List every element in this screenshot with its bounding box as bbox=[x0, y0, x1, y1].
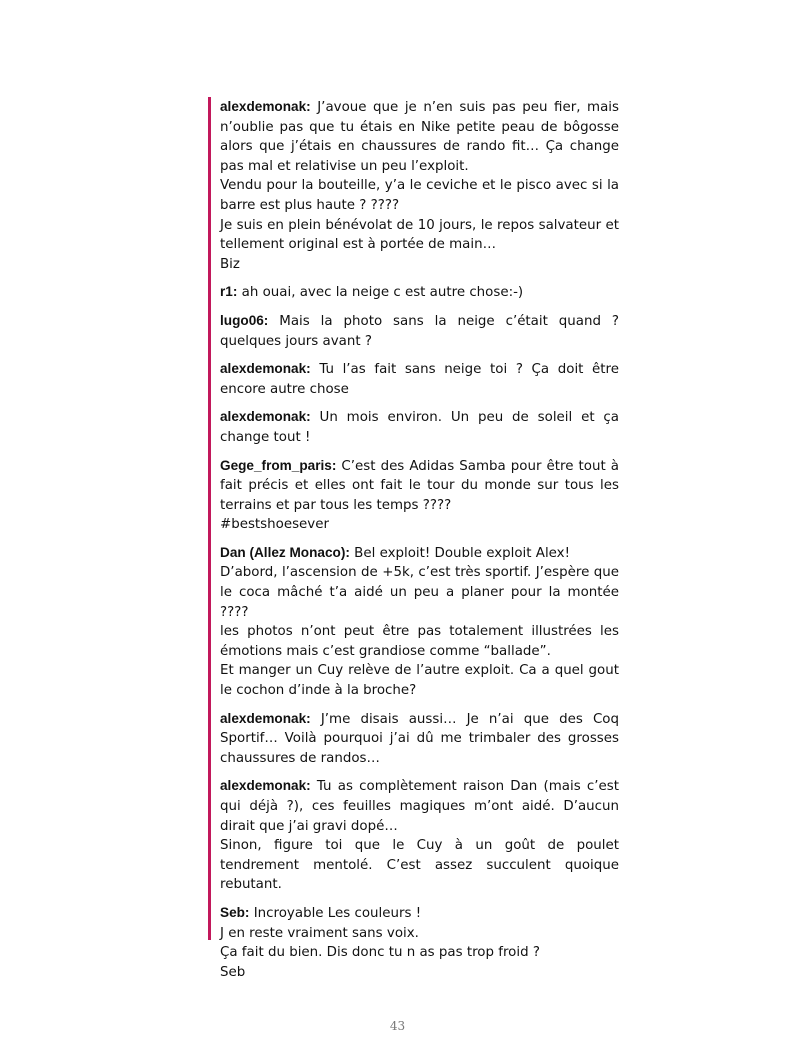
comment bbox=[220, 543, 619, 701]
comment bbox=[220, 282, 619, 303]
comment-line bbox=[220, 776, 619, 836]
comment-line: Vendu pour la bouteille, y’a le ceviche et le pisco avec si la barre est plus haute ? ???? bbox=[220, 178, 619, 213]
comment bbox=[220, 709, 619, 769]
comment-line: Sinon, figure toi que le Cuy à un goût de poulet tendrement mentolé. C’est assez succulent quoique rebutant. bbox=[220, 838, 619, 893]
comment-line: Seb bbox=[220, 964, 246, 980]
comment-author: alexdemonak: bbox=[220, 409, 311, 425]
comment-line bbox=[220, 456, 619, 516]
comment-line bbox=[220, 97, 619, 176]
comment-text: Bel exploit! Double exploit Alex! bbox=[354, 545, 570, 561]
comment bbox=[220, 311, 619, 351]
comment-text: C’est des Adidas Samba pour être tout à fait précis et elles ont fait le tour du monde sur tous les terrains et par tous les temps ???? bbox=[220, 458, 619, 513]
page-number: 43 bbox=[389, 1019, 406, 1033]
comment-author: Dan (Allez Monaco): bbox=[220, 544, 350, 560]
comment bbox=[220, 407, 619, 447]
comment bbox=[220, 903, 619, 982]
comment-line: les photos n’ont peut être pas totalement illustrées les émotions mais c’est grandiose comme “ballade”. bbox=[220, 624, 619, 659]
comment bbox=[220, 456, 619, 535]
comment-line: #bestshoesever bbox=[220, 517, 329, 533]
comment-line: J en reste vraiment sans voix. bbox=[220, 925, 419, 941]
comment-line bbox=[220, 407, 619, 447]
comment-line bbox=[220, 311, 619, 351]
comment-line: Je suis en plein bénévolat de 10 jours, le repos salvateur et tellement original est à portée de main… bbox=[220, 217, 619, 253]
comment-author: Gege_from_paris: bbox=[220, 457, 337, 473]
comment-text: J’avoue que je n’en suis pas peu fier, mais n’oublie pas que tu étais en Nike petite peau de bôgosse alors que j’étais en chaussures de rando fit… Ça change pas mal et relativise un peu l’exploit. bbox=[220, 100, 619, 174]
comment-text: Mais la photo sans la neige c’était quand ? quelques jours avant ? bbox=[220, 313, 619, 349]
comment bbox=[220, 97, 619, 274]
comment-line bbox=[220, 282, 619, 303]
comment-author: alexdemonak: bbox=[220, 361, 311, 377]
comment-author: r1: bbox=[220, 284, 238, 300]
comment bbox=[220, 776, 619, 895]
comment-line bbox=[220, 359, 619, 399]
comment-line: Ça fait du bien. Dis donc tu n as pas trop froid ? bbox=[220, 945, 540, 961]
comment-line: Et manger un Cuy relève de l’autre exploit. Ca a quel gout le cochon d’inde à la broche? bbox=[220, 663, 619, 699]
comment-text: Tu l’as fait sans neige toi ? Ça doit être encore autre chose bbox=[220, 362, 619, 397]
comment-line bbox=[220, 543, 619, 564]
comment-line bbox=[220, 709, 619, 769]
comment-author: alexdemonak: bbox=[220, 99, 311, 114]
comment-author: lugo06: bbox=[220, 312, 269, 328]
comment-author: alexdemonak: bbox=[220, 710, 311, 726]
comment-author: Seb: bbox=[220, 904, 250, 920]
comment-text: ah ouai, avec la neige c est autre chose:-) bbox=[241, 285, 524, 301]
comment-line: Biz bbox=[220, 256, 240, 272]
comment-text: J’me disais aussi… Je n’ai que des Coq Sportif… Voilà pourquoi j’ai dû me trimbaler des grosses chaussures de randos… bbox=[220, 711, 620, 766]
comment-text: Un mois environ. Un peu de soleil et ça change tout ! bbox=[220, 410, 619, 445]
comment-text: Incroyable Les couleurs ! bbox=[253, 905, 422, 921]
comment-author: alexdemonak: bbox=[220, 778, 311, 794]
comment-text: Tu as complètement raison Dan (mais c’est qui déjà ?), ces feuilles magiques m’ont aidé. D’aucun dirait que j’ai gravi dopé… bbox=[220, 779, 619, 834]
comment bbox=[220, 359, 619, 399]
comment-line: D’abord, l’ascension de +5k, c’est très sportif. J’espère que le coca mâché t’a aidé un peu a planer pour la montée ???? bbox=[220, 565, 619, 620]
comment-thread bbox=[208, 97, 620, 980]
comment-line bbox=[220, 903, 619, 924]
